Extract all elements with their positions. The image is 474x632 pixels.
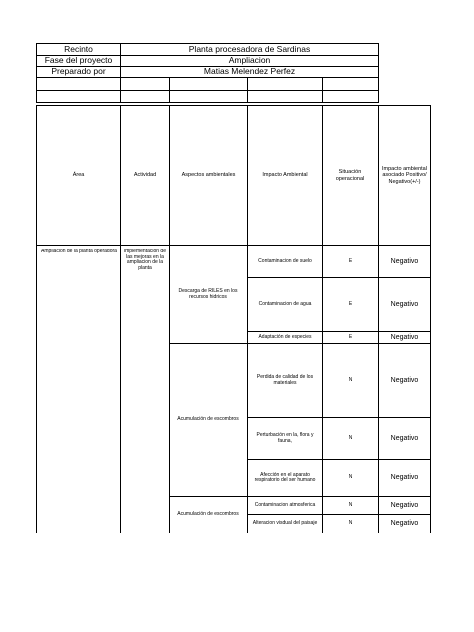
recinto-label: Recinto: [64, 44, 93, 54]
situacion-cell: N: [348, 474, 353, 481]
preparado-label: Preparado por: [51, 67, 106, 77]
impacto-cell: Alteracion visdual del paisaje: [252, 520, 318, 527]
signo-cell: Negativo: [390, 300, 419, 308]
situacion-cell: E: [348, 300, 353, 307]
impacto-cell: Perturbación en la, flora y fauna,: [256, 432, 314, 444]
fase-value: Ampliacion: [228, 56, 271, 66]
col-area: Área: [72, 172, 85, 179]
aspect-riles: Descarga de RILES en los recursos hidricos: [178, 288, 238, 300]
signo-cell: Negativo: [390, 520, 419, 528]
impacto-cell: Adaptación de especies: [258, 333, 312, 340]
impacto-cell: Perdida de calidad de los materiales: [256, 374, 314, 386]
recinto-value: Planta procesadora de Sardinas: [188, 44, 311, 54]
signo-cell: Negativo: [390, 333, 419, 341]
area-cell: Ampliacion de la planta operadora: [41, 249, 117, 254]
col-impacto: Impacto Ambiental: [262, 172, 308, 179]
impacto-cell: Contaminacion de agua: [258, 300, 312, 307]
situacion-cell: N: [348, 434, 353, 441]
situacion-cell: N: [348, 376, 353, 383]
signo-cell: Negativo: [390, 257, 419, 265]
signo-cell: Negativo: [390, 376, 419, 384]
actividad-cell: implementacion de las mejoras en la ampliacion de la planta: [124, 249, 166, 271]
col-situacion: Situación operacional: [335, 169, 365, 182]
situacion-cell: E: [348, 257, 353, 264]
situacion-cell: N: [348, 501, 353, 508]
aspect-escombros-1: Acumulación de escombros: [177, 416, 239, 423]
impacto-cell: Afección en el aparato respiratorio del ser humano: [254, 471, 316, 483]
signo-cell: Negativo: [390, 501, 419, 509]
col-impacto-signo: Impacto ambiental asociado Positivo/ Negativo(+/-): [382, 166, 427, 185]
impacto-cell: Contaminacion atmosferica: [254, 501, 316, 508]
signo-cell: Negativo: [390, 474, 419, 482]
situacion-cell: E: [348, 333, 353, 340]
situacion-cell: N: [348, 520, 353, 527]
fase-label: Fase del proyecto: [44, 56, 113, 66]
col-aspectos: Aspectos ambientales: [181, 172, 236, 179]
aspect-escombros-2: Acumulación de escombros: [177, 511, 239, 518]
col-actividad: Actividad: [133, 172, 157, 179]
impacto-cell: Contaminacion de suelo: [258, 257, 312, 264]
preparado-value: Matias Melendez Perfez: [203, 67, 296, 77]
signo-cell: Negativo: [390, 434, 419, 442]
